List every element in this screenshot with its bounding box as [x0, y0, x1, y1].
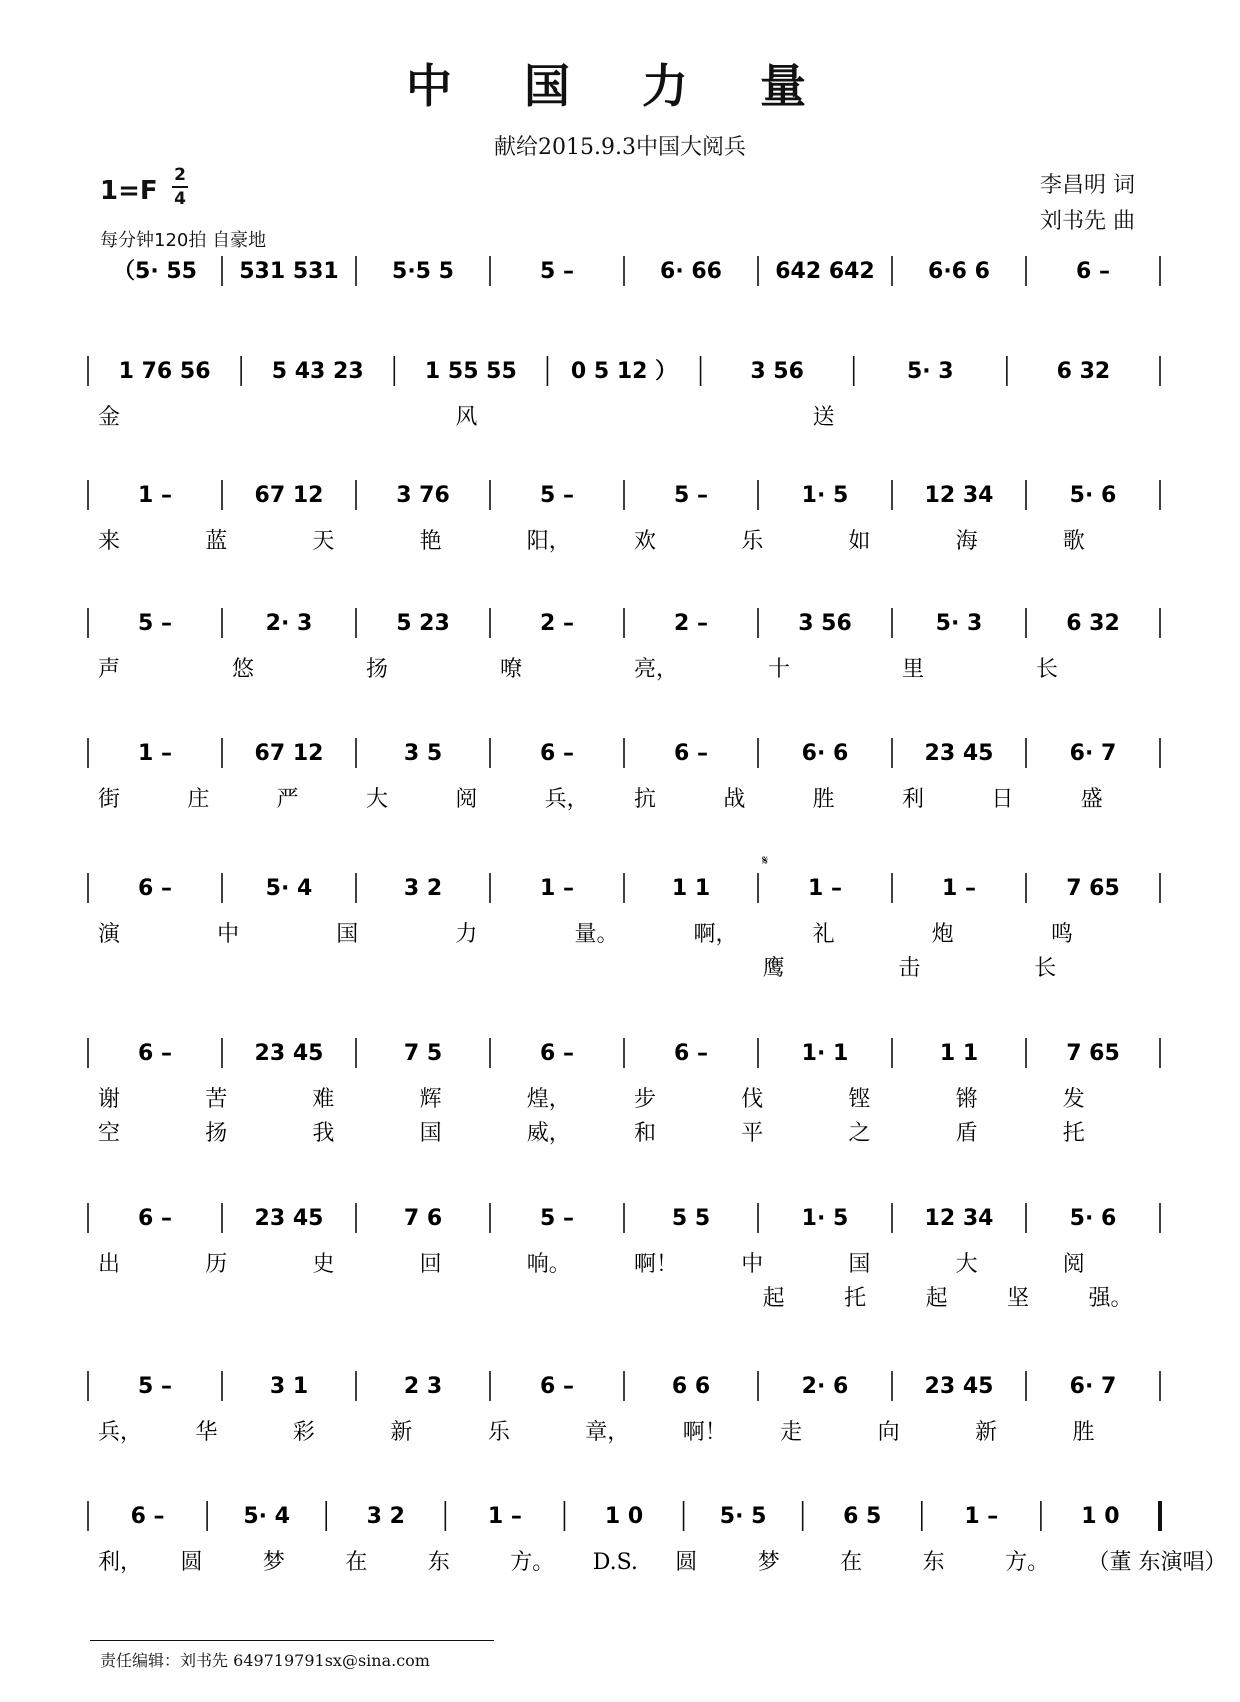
measure-notes: 6 – [540, 741, 574, 766]
measure-notes: 6 – [138, 876, 172, 901]
measure-notes: 6 32 [1066, 611, 1120, 636]
lyric-syllable-verse2: 盾 [955, 1121, 978, 1146]
lyric-syllable: 阅 [1062, 1252, 1085, 1277]
lyric-syllable: 东 [922, 1550, 945, 1575]
measure-notes: 6 – [540, 1374, 574, 1399]
measure-notes: 5· 4 [265, 876, 313, 901]
measure-notes: 23 45 [254, 1206, 324, 1231]
lyric-syllable: 方。 [1005, 1550, 1050, 1575]
measure-notes: 6 – [138, 1041, 172, 1066]
measure-notes: 642 642 [775, 259, 875, 284]
lyric-syllable: 发 [1062, 1087, 1085, 1112]
measure-notes: 1 1 [939, 1041, 979, 1066]
lyric-syllable: 礼 [812, 922, 835, 947]
lyric-syllable: 金 [98, 405, 121, 430]
lyric-syllable: 史 [312, 1252, 335, 1277]
measure-notes: 5· 6 [1069, 483, 1117, 508]
measure-notes: 23 45 [924, 1374, 994, 1399]
lyric-syllable: 盛 [1080, 787, 1103, 812]
measure-notes: 23 45 [924, 741, 994, 766]
measure-notes: 6 32 [1056, 359, 1111, 384]
measure-notes: 1 – [808, 876, 842, 901]
lyric-syllable: 街 [98, 787, 121, 812]
lyric-syllable: 辉 [419, 1087, 442, 1112]
lyric-syllable-verse2: 之 [848, 1121, 871, 1146]
measure-notes: 1 0 [604, 1504, 644, 1529]
lyric-syllable: 风 [455, 405, 478, 430]
lyric-syllable: 乐 [487, 1420, 510, 1445]
lyric-syllable: 严 [276, 787, 299, 812]
lyric-syllable: 阅 [455, 787, 478, 812]
measure-notes: 5 – [674, 483, 708, 508]
measure-notes: 6 – [1076, 259, 1110, 284]
measure-notes: 5 – [138, 1374, 172, 1399]
lyric-syllable: 步 [634, 1087, 657, 1112]
measure-notes: 0 5 12 ） [570, 359, 678, 384]
lyric-syllable-verse2: 平 [741, 1121, 764, 1146]
lyric-syllable: 胜 [1072, 1420, 1095, 1445]
lyric-syllable: 梦 [757, 1550, 780, 1575]
lyric-syllable: 长 [1036, 657, 1059, 682]
lyric-syllable: 庄 [187, 787, 210, 812]
lyric-syllable: 嘹 [500, 657, 523, 682]
lyric-syllable: 力 [455, 922, 478, 947]
lyric-syllable: 炮 [931, 922, 954, 947]
lyric-syllable: 战 [723, 787, 746, 812]
lyric-syllable: 中 [217, 922, 240, 947]
measure-notes: 12 34 [924, 483, 994, 508]
lyric-syllable: 在 [345, 1550, 368, 1575]
lyric-syllable: 大 [955, 1252, 978, 1277]
measure-notes: 2 – [540, 611, 574, 636]
tempo-marking: 每分钟120拍 自豪地 [100, 230, 267, 251]
lyric-syllable: 里 [902, 657, 925, 682]
lyric-syllable: 欢 [634, 529, 657, 554]
lyric-syllable-verse2: 鹰 [762, 956, 785, 981]
lyric-syllable: 演 [98, 922, 121, 947]
lyric-syllable: 天 [312, 529, 335, 554]
measure-notes: 3 76 [396, 483, 450, 508]
lyric-syllable: 歌 [1062, 529, 1085, 554]
lyric-syllable: 向 [877, 1420, 900, 1445]
measure-notes: 2 – [674, 611, 708, 636]
lyric-syllable: 抗 [634, 787, 657, 812]
lyric-syllable-verse2: 托 [844, 1286, 867, 1311]
measure-notes: 1 – [964, 1504, 999, 1529]
lyric-syllable: 响。 [526, 1252, 571, 1277]
lyric-syllable: 日 [991, 787, 1014, 812]
measure-notes: 1· 5 [801, 1206, 849, 1231]
time-denominator: 4 [174, 189, 186, 209]
lyric-syllable: 蓝 [205, 529, 228, 554]
lyric-syllable: 啊！ [634, 1252, 679, 1277]
measure-notes: 1 – [942, 876, 976, 901]
measure-notes: 6· 6 [801, 741, 849, 766]
measure-notes: 3 56 [798, 611, 852, 636]
lyric-syllable-verse2: 起 [925, 1286, 948, 1311]
lyric-syllable: 中 [741, 1252, 764, 1277]
lyric-syllable-verse2: 空 [98, 1121, 121, 1146]
lyric-syllable: 锵 [955, 1087, 978, 1112]
measure-notes: 6 5 [843, 1504, 882, 1529]
measure-notes: 1 76 56 [118, 359, 211, 384]
lyric-syllable: 海 [955, 529, 978, 554]
lyric-syllable: 回 [419, 1252, 442, 1277]
measure-notes: 2· 6 [801, 1374, 849, 1399]
measure-notes: 1 0 [1081, 1504, 1120, 1529]
lyric-syllable-verse2: 我 [312, 1121, 335, 1146]
lyric-syllable: 梦 [262, 1550, 285, 1575]
lyric-syllable-verse2: 扬 [205, 1121, 228, 1146]
lyric-syllable: 鸣 [1050, 922, 1073, 947]
measure-notes: 3 1 [269, 1374, 309, 1399]
measure-notes: 3 2 [366, 1504, 405, 1529]
lyric-syllable: 亮， [634, 657, 679, 682]
measure-notes: 6 – [674, 741, 708, 766]
lyric-syllable-verse2: 国 [419, 1121, 442, 1146]
measure-notes: 6 – [130, 1504, 165, 1529]
lyric-syllable: 新 [975, 1420, 998, 1445]
footer-rule [90, 1640, 494, 1641]
measure-notes: 1 1 [671, 876, 711, 901]
song-title: 中 国 力 量 [405, 59, 835, 113]
lyric-syllable: 乐 [741, 529, 764, 554]
measure-notes: 5· 4 [243, 1504, 290, 1529]
lyric-syllable: 国 [336, 922, 359, 947]
measure-notes: 5 – [540, 483, 574, 508]
lyric-syllable: 大 [366, 787, 389, 812]
lyric-syllable: 华 [195, 1420, 218, 1445]
lyric-syllable: 兵， [544, 787, 589, 812]
measure-notes: 2· 3 [265, 611, 313, 636]
measure-notes: 5· 6 [1069, 1206, 1117, 1231]
measure-notes: 6· 66 [660, 259, 722, 284]
lyric-syllable: 国 [848, 1252, 871, 1277]
lyric-syllable: 啊， [693, 922, 738, 947]
lyric-syllable: 十 [768, 657, 791, 682]
lyric-syllable: 新 [390, 1420, 413, 1445]
measure-notes: 12 34 [924, 1206, 994, 1231]
measure-notes: 7 5 [403, 1041, 443, 1066]
measure-notes: 6 – [138, 1206, 172, 1231]
measure-notes: （5· 55 [113, 259, 197, 284]
lyric-syllable-verse2: 威， [526, 1121, 571, 1146]
measure-notes: 5 – [540, 1206, 574, 1231]
lyric-syllable-verse2: 和 [634, 1121, 657, 1146]
measure-notes: 3 56 [750, 359, 804, 384]
song-subtitle: 献给2015.9.3中国大阅兵 [494, 135, 746, 160]
measure-notes: 6 – [674, 1041, 708, 1066]
time-numerator: 2 [174, 165, 186, 185]
editor-footer: 责任编辑：刘书先 649719791sx@sina.com [100, 1651, 430, 1670]
measure-notes: 1 – [540, 876, 574, 901]
lyric-syllable: 章， [585, 1420, 630, 1445]
measure-notes: 1· 1 [801, 1041, 849, 1066]
lyric-syllable: 方。 [510, 1550, 555, 1575]
measure-notes: 6· 7 [1069, 741, 1117, 766]
lyric-syllable: 如 [848, 529, 871, 554]
lyric-syllable: 利 [902, 787, 925, 812]
lyric-syllable: 送 [812, 405, 835, 430]
lyric-syllable-verse2: 击 [898, 956, 921, 981]
measure-notes: 5 – [138, 611, 172, 636]
lyric-syllable: 圆 [180, 1550, 203, 1575]
lyric-syllable: （董 东演唱） [1087, 1550, 1227, 1575]
measure-notes: 5· 3 [935, 611, 983, 636]
lyric-syllable-verse2: 长 [1034, 956, 1057, 981]
measure-notes: 3 2 [403, 876, 443, 901]
measure-notes: 2 3 [403, 1374, 443, 1399]
lyric-syllable-verse2: 托 [1062, 1121, 1085, 1146]
composer-credit: 刘书先 曲 [1040, 209, 1135, 234]
lyric-syllable: 来 [98, 529, 121, 554]
measure-notes: 7 65 [1066, 876, 1120, 901]
lyric-syllable: 东 [427, 1550, 450, 1575]
measure-notes: 531 531 [239, 259, 339, 284]
lyric-syllable: 历 [205, 1252, 228, 1277]
lyric-syllable: 阳， [526, 529, 571, 554]
lyric-syllable-verse2: 坚 [1007, 1286, 1030, 1311]
measure-notes: 7 65 [1066, 1041, 1120, 1066]
measure-notes: 6 6 [671, 1374, 711, 1399]
lyric-syllable: 难 [312, 1087, 335, 1112]
lyric-syllable: 圆 [675, 1550, 698, 1575]
measure-notes: 67 12 [254, 483, 324, 508]
measure-notes: 1· 5 [801, 483, 849, 508]
measure-notes: 1 – [487, 1504, 522, 1529]
lyric-syllable: 谢 [98, 1087, 121, 1112]
lyric-syllable-verse2: 起 [762, 1286, 785, 1311]
lyricist-credit: 李昌明 词 [1040, 173, 1135, 198]
measure-notes: 5 5 [671, 1206, 711, 1231]
lyric-syllable: 走 [780, 1420, 803, 1445]
lyric-syllable: 在 [840, 1550, 863, 1575]
lyric-syllable: 艳 [419, 529, 442, 554]
measure-notes: 5 – [540, 259, 574, 284]
lyric-syllable: D.S. [592, 1550, 638, 1575]
measure-notes: 5 43 23 [271, 359, 364, 384]
measure-notes: 3 5 [403, 741, 443, 766]
lyric-syllable: 苦 [205, 1087, 228, 1112]
lyric-syllable-verse2: 强。 [1088, 1286, 1133, 1311]
lyric-syllable: 煌， [526, 1087, 571, 1112]
measure-notes: 1 – [138, 741, 172, 766]
measure-notes: 5· 5 [719, 1504, 767, 1529]
measure-notes: 5 23 [396, 611, 450, 636]
lyric-syllable: 啊！ [682, 1420, 727, 1445]
segno-sign: 𝄋 [762, 853, 769, 869]
measure-notes: 6·6 6 [928, 259, 990, 284]
lyric-syllable: 兵， [98, 1420, 143, 1445]
measure-notes: 6· 7 [1069, 1374, 1117, 1399]
lyric-syllable: 胜 [812, 787, 835, 812]
key-signature: 1=F [100, 176, 158, 206]
lyric-syllable: 利， [98, 1550, 143, 1575]
lyric-syllable: 声 [98, 657, 121, 682]
lyric-syllable: 悠 [232, 657, 255, 682]
measure-notes: 67 12 [254, 741, 324, 766]
measure-notes: 6 – [540, 1041, 574, 1066]
lyric-syllable: 出 [98, 1252, 121, 1277]
measure-notes: 5·5 5 [392, 259, 454, 284]
measure-notes: 23 45 [254, 1041, 324, 1066]
lyric-syllable: 扬 [366, 657, 389, 682]
lyric-syllable: 伐 [741, 1087, 764, 1112]
measure-notes: 5· 3 [906, 359, 954, 384]
measure-notes: 7 6 [403, 1206, 443, 1231]
lyric-syllable: 彩 [292, 1420, 315, 1445]
measure-notes: 1 55 55 [424, 359, 517, 384]
lyric-syllable: 量。 [574, 922, 619, 947]
measure-notes: 1 – [138, 483, 172, 508]
lyric-syllable: 铿 [848, 1087, 871, 1112]
